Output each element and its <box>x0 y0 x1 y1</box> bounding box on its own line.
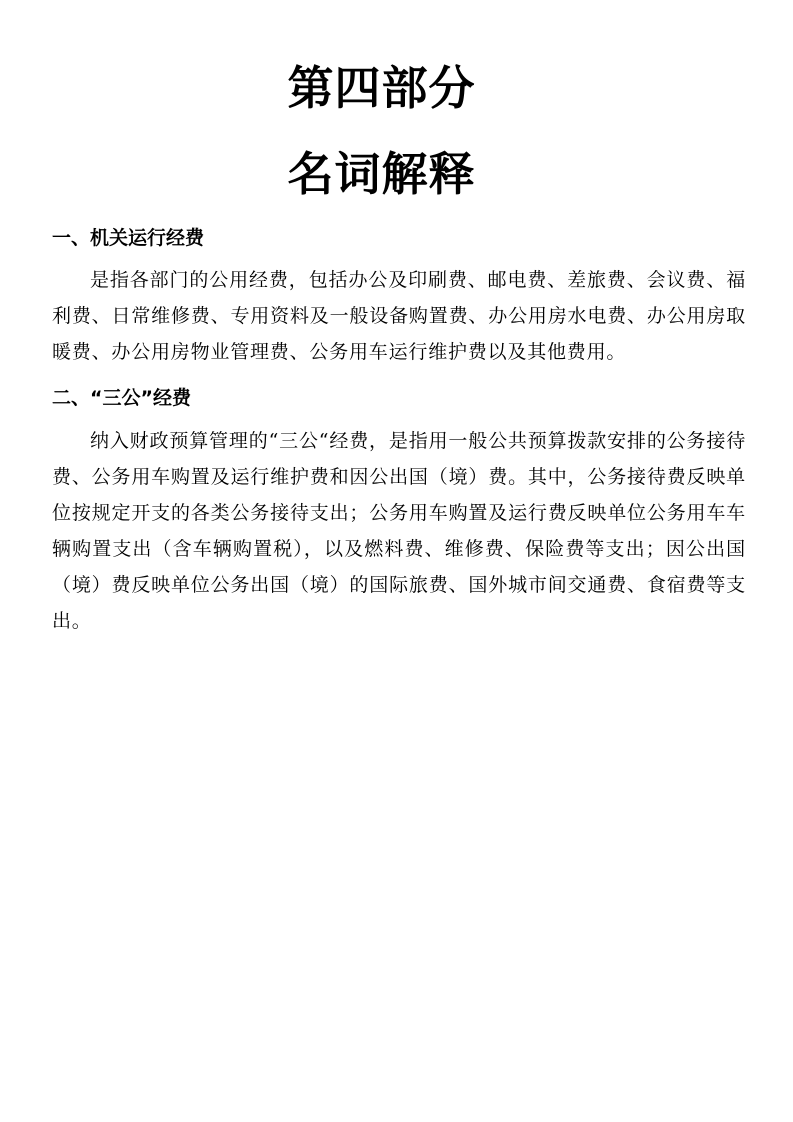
section-body-operating-expenses: 是指各部门的公用经费，包括办公及印刷费、邮电费、差旅费、会议费、福利费、日常维修费、专用资料及一般设备购置费、办公用房水电费、办公用房取暖费、办公用房物业管理费、公务用车运行维护费以及其他费用。 <box>52 269 746 363</box>
section-heading-operating-expenses: 一、机关运行经费 <box>52 227 205 249</box>
section-body-three-public-expenses: 纳入财政预算管理的“三公“经费，是指用一般公共预算拨款安排的公务接待费、公务用车购置及运行维护费和因公出国（境）费。其中，公务接待费反映单位按规定开支的各类公务接待支出；公务用车购置及运行费反映单位公务用车车辆购置支出（含车辆购置税），以及燃料费、维修费、保险费等支出；因公出国（境）费反映单位公务出国（境）的国际旅费、国外城市间交通费、食宿费等支出。 <box>52 430 746 632</box>
section-heading-three-public-expenses: 二、“三公”经费 <box>52 387 191 409</box>
document-title-glossary: 名词解释 <box>287 147 476 201</box>
document-title-part: 第四部分 <box>287 61 476 115</box>
